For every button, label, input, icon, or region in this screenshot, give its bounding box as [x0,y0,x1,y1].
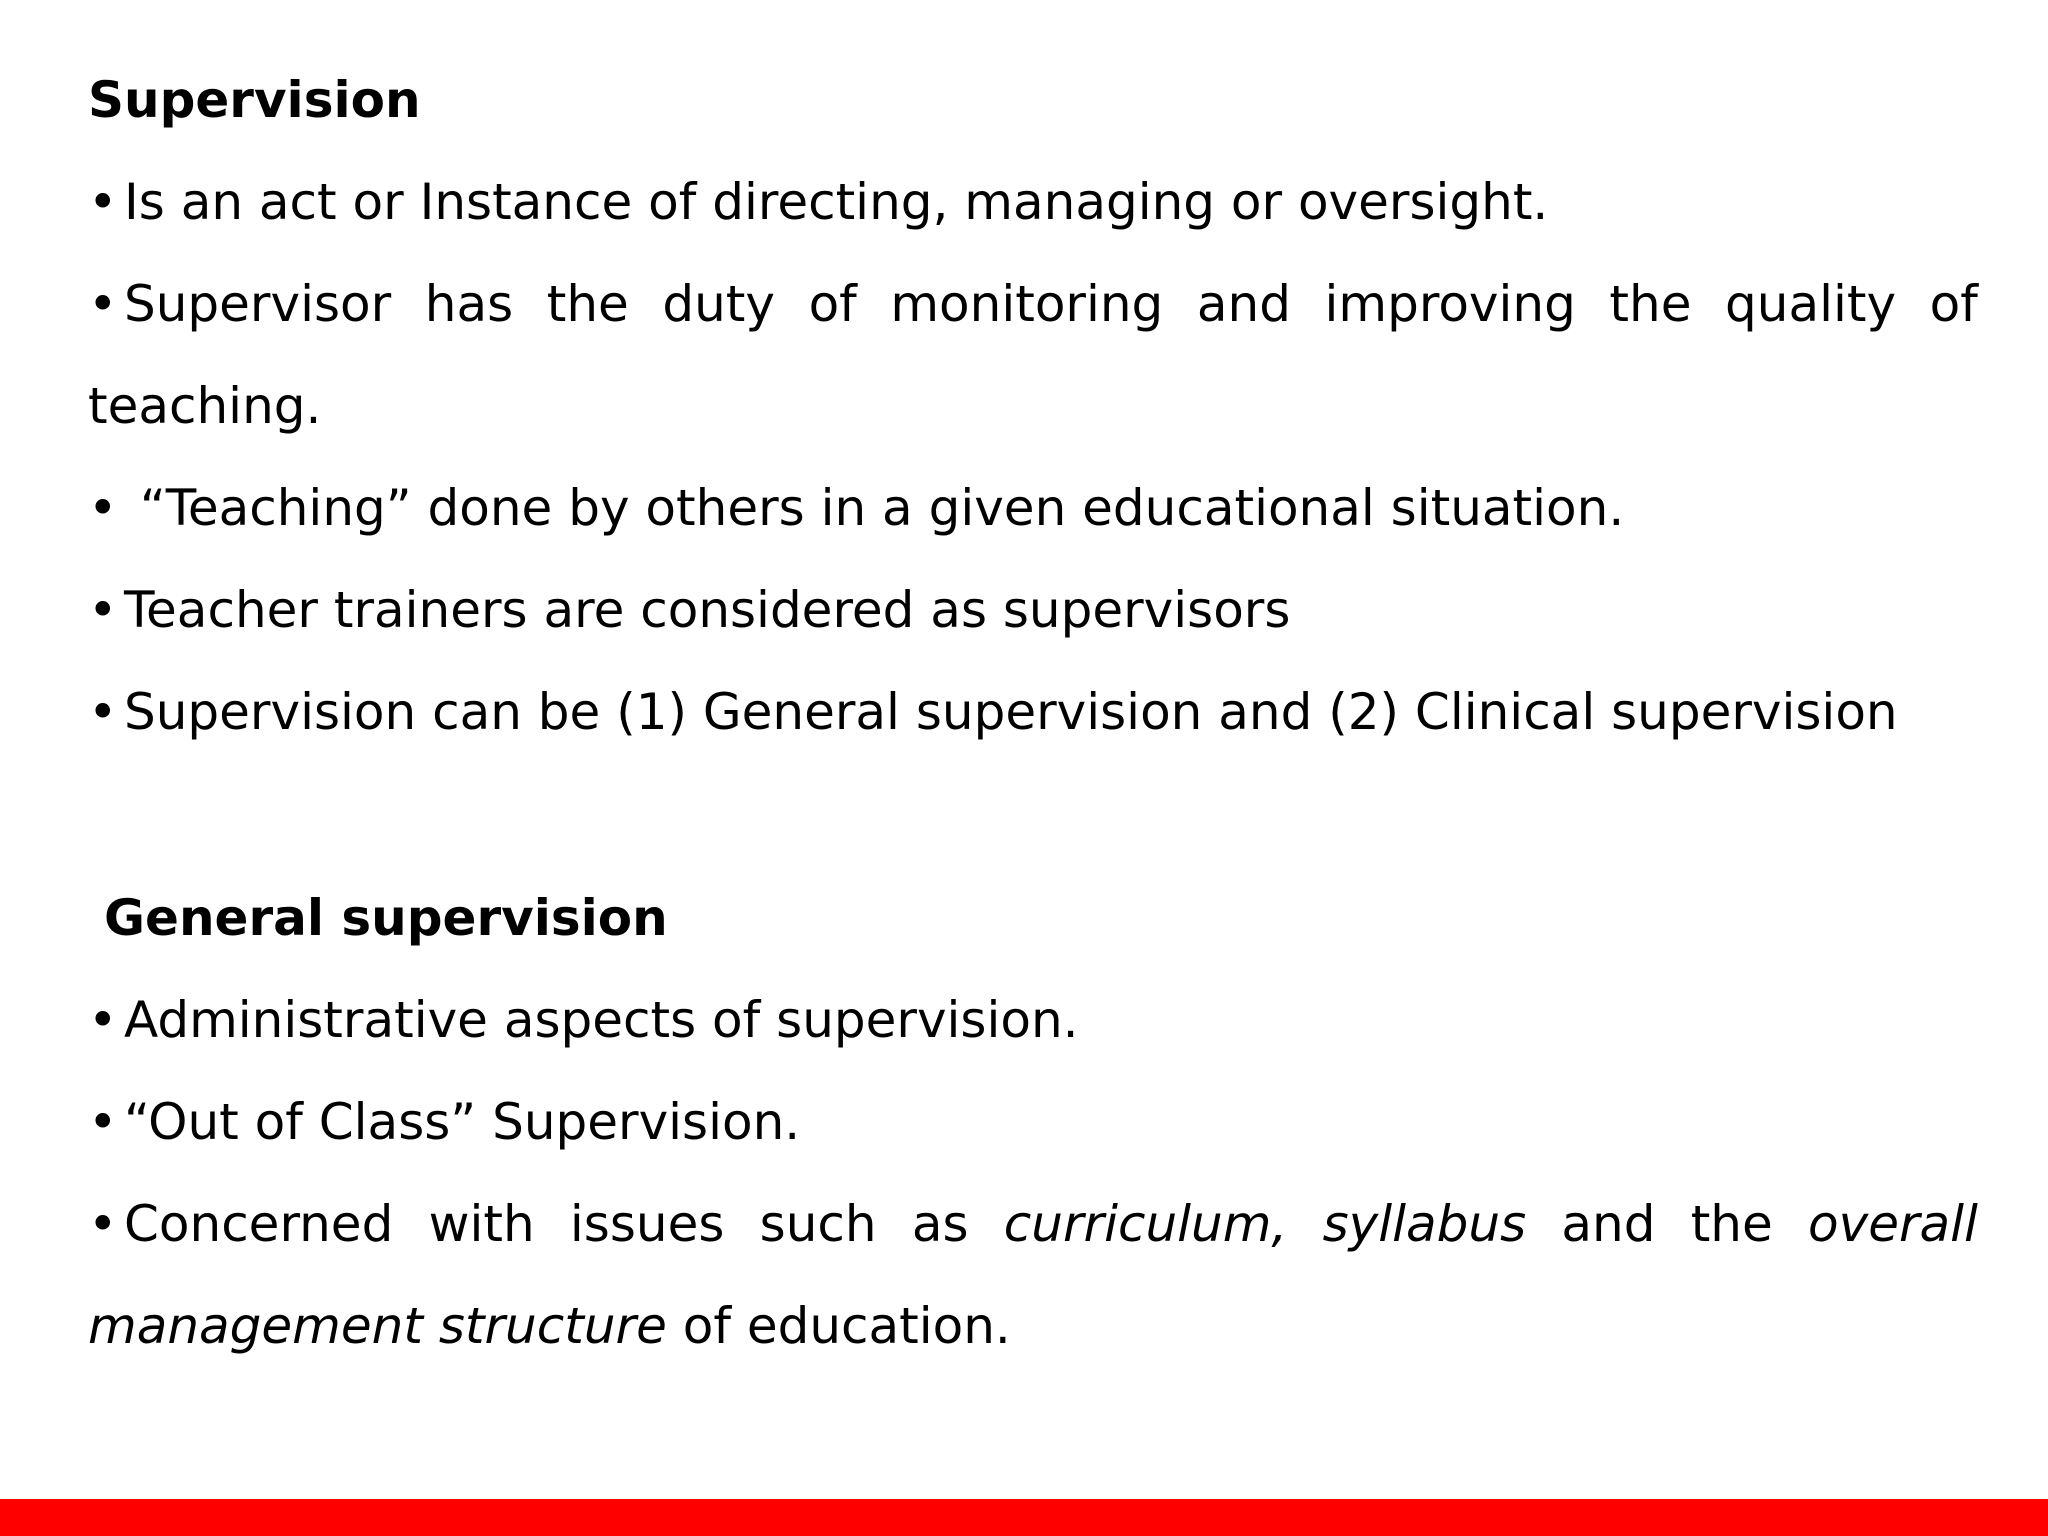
justified-word: of [1929,275,1978,333]
bullet-icon: • [88,991,118,1049]
italic-term: overall [1808,1195,1978,1253]
italic-term: syllabus [1322,1195,1527,1253]
italic-term: curriculum, [1003,1195,1288,1253]
justified-word: such [759,1195,877,1253]
justified-word: quality [1725,275,1897,333]
justified-word: the [1609,275,1692,333]
list-item [88,274,1978,334]
list-item: • Supervision can be (1) General supervision and (2) Clinical supervision [88,683,1898,741]
section-title-supervision: Supervision [88,71,421,129]
bullet-icon: • [88,1195,118,1253]
justified-word: of [808,275,857,333]
justified-word: the [546,275,629,333]
justified-word: the [1690,1195,1773,1253]
justified-word: as [911,1195,969,1253]
bottom-accent-bar [0,1499,2048,1536]
justified-word: monitoring [890,275,1164,333]
justified-word: duty [662,275,775,333]
bullet-icon: • [88,275,118,333]
justified-word: • Concerned [88,1195,394,1253]
justified-word: and [1561,1195,1656,1253]
bullet-icon: • [88,479,118,537]
list-item: • Is an act or Instance of directing, managing or oversight. [88,173,1549,231]
section-title-general-supervision: General supervision [104,889,668,947]
justified-word: has [424,275,514,333]
list-item: • Teacher trainers are considered as supervisors [88,581,1291,639]
justified-word: improving [1324,275,1576,333]
justified-word: • Supervisor [88,275,392,333]
list-item-continuation: teaching. [88,377,322,435]
bullet-icon: • [88,581,118,639]
italic-term: management structure [88,1297,667,1355]
bullet-icon: • [88,683,118,741]
list-item: • “Teaching” done by others in a given educational situation. [88,479,1625,537]
bullet-icon: • [88,173,118,231]
list-item: • “Out of Class” Supervision. [88,1093,801,1151]
list-item-continuation: management structure of education. [88,1297,1011,1355]
justified-word: with [428,1195,535,1253]
justified-word: issues [569,1195,725,1253]
bullet-icon: • [88,1093,118,1151]
list-item: • Administrative aspects of supervision. [88,991,1079,1049]
list-item [88,1194,1978,1254]
justified-word: and [1196,275,1291,333]
